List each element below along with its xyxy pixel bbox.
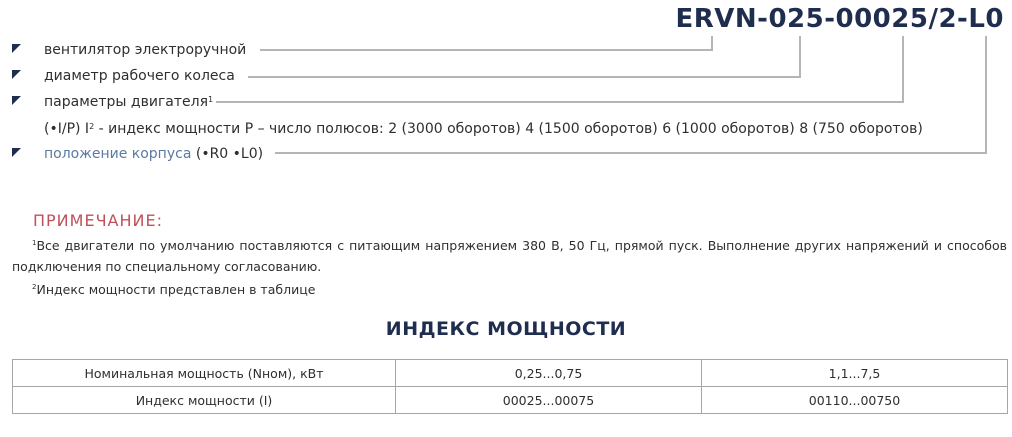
- table-row: Индекс мощности (I) 00025...00075 00110...00750: [13, 387, 1008, 414]
- table-title: ИНДЕКС МОЩНОСТИ: [385, 318, 627, 340]
- bullet-icon: [12, 44, 21, 53]
- note-line-2: $^2$Индекс мощности представлен в таблице: [32, 282, 316, 297]
- item-position: положение корпуса (•R0 •L0): [44, 146, 264, 162]
- item-motor: параметры двигателя$^1$: [44, 94, 214, 110]
- leader-line-diameter: [248, 36, 800, 77]
- motor-params: (•I/P) $I^2$ - индекс мощности P – число полюсов: 2 (3000 оборотов) 4 (1500 оборотов) 6 (1000 оборотов) 8 (750 оборотов): [44, 121, 923, 137]
- note-line-1: $^1$Все двигатели по умолчанию поставляются с питающим напряжением 380 В, 50 Гц, прямой пуск. Выполнение других напряжений и способов подключения по специальному согласованию.: [12, 238, 1007, 274]
- item-fan: вентилятор электроручной: [44, 42, 247, 58]
- bullet-icon: [12, 96, 21, 105]
- bullet-icon: [12, 70, 21, 79]
- item-diameter: диаметр рабочего колеса: [44, 68, 235, 84]
- bullet-icon: [12, 148, 21, 157]
- table-row: Номинальная мощность (Nном), кВт 0,25...0,75 1,1...7,5: [13, 360, 1008, 387]
- leader-line-fan: [260, 36, 712, 50]
- product-code: ERVN-025-00025/2-L0: [675, 4, 1004, 34]
- note-title: ПРИМЕЧАНИЕ:: [33, 211, 163, 230]
- power-index-table: [12, 359, 1008, 414]
